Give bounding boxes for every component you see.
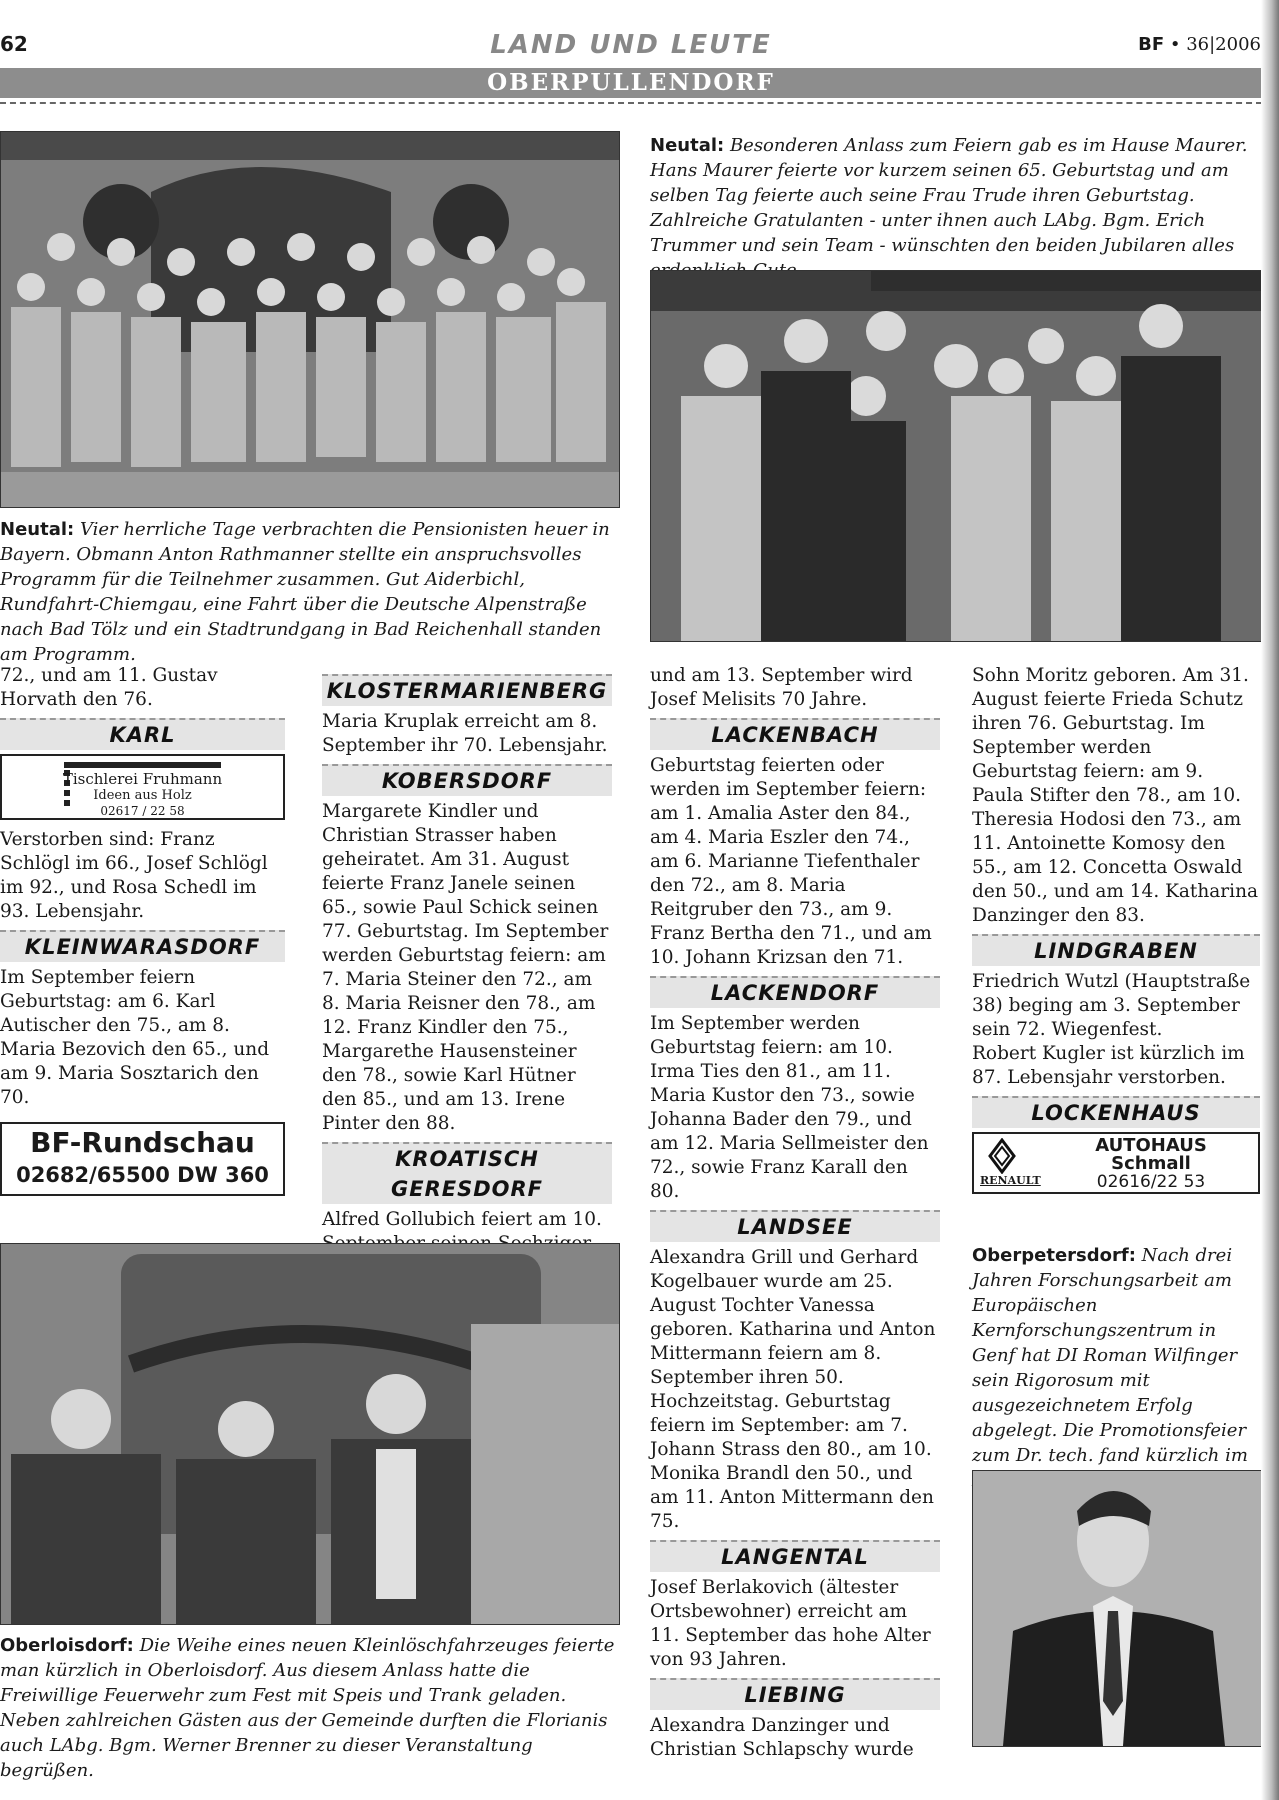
landsee-text: Alexandra Grill und Gerhard Kogelbauer wurde am 25. August Tochter Vanessa geboren. Katharina und Anton Mittermann feiern am 8. September ihren 50. Hochzeitstag. Geburtstag feiern im September: am 7. Johann Strass den 80., am 10. Monika Brandl den 50., und am 11. Anton Mittermann den 75.: [650, 1247, 936, 1532]
ad-phone: 02616/22 53: [1096, 1172, 1206, 1192]
ad-line-2: Schmall: [1111, 1153, 1191, 1174]
caption-oberloisdorf: [0, 1633, 618, 1783]
ad-phone: 02682/65500 DW 360: [16, 1163, 269, 1187]
region-banner: OBERPULLENDORF: [0, 68, 1262, 98]
lackenbach-text: Geburtstag feierten oder werden im September feiern: am 1. Amalia Aster den 84., am 4. Maria Eszler den 74., am 6. Marianne Tiefenthaler den 72., am 8. Maria Reitgruber den 73., am 9. Franz Bertha den 71., und am 10. Johann Krizsan den 71.: [650, 755, 932, 968]
caption-place: Oberpetersdorf:: [972, 1245, 1136, 1266]
karl-text: Verstorben sind: Franz Schlögl im 66., Josef Schlögl im 92., und Rosa Schedl im 93. Lebensjahr.: [0, 829, 268, 922]
publication-name: BF: [1138, 34, 1165, 55]
heading-kleinwarasdorf: KLEINWARASDORF: [0, 930, 285, 962]
column-4: [972, 664, 1260, 1202]
heading-lackenbach: LACKENBACH: [650, 718, 940, 750]
lindgraben-text-1: Friedrich Wutzl (Hauptstraße 38) beging am 3. September sein 72. Wiegenfest.: [972, 971, 1251, 1040]
langental-text: Josef Berlakovich (ältester Ortsbewohner) erreicht am 11. September das hohe Alter von 93 Jahren.: [650, 1577, 931, 1670]
liebing-text: Alexandra Danzinger und Christian Schlapschy wurde: [650, 1715, 914, 1760]
caption-text: Die Weihe eines neuen Kleinlöschfahrzeuges feierte man kürzlich in Oberloisdorf. Aus diesem Anlass hatte die Freiwillige Feuerwehr zum Fest mit Speis und Trank geladen. Neben zahlreichen Gästen aus der Gemeinde durften die Florianis auch LAbg. Bgm. Werner Brenner zu dieser Veranstaltung begrüßen.: [0, 1635, 615, 1781]
issue-number: • 36|2006: [1169, 34, 1261, 55]
heading-karl: KARL: [0, 718, 285, 750]
ad-bf-rundschau: [0, 1122, 285, 1196]
caption-neutal-pensionisten: [0, 517, 618, 667]
photo-neutal-maurer: [650, 270, 1262, 642]
page-edge-shadow: [1261, 0, 1279, 1800]
heading-liebing: LIEBING: [650, 1678, 940, 1710]
header-divider: [0, 102, 1262, 104]
caption-oberpetersdorf: [972, 1243, 1260, 1493]
ad-autohaus-schmall: [972, 1132, 1260, 1194]
caption-text: Nach drei Jahren Forschungsarbeit am Europäischen Kernforschungszentrum in Genf hat DI Roman Wilfinger sein Rigorosum mit ausgezeichnetem Erfolg abgelegt. Die Promotionsfeier zum Dr. tech. fand kürzlich im: [972, 1245, 1248, 1466]
heading-klostermarienberg: KLOSTERMARIENBERG: [322, 674, 612, 706]
caption-text: Vier herrliche Tage verbrachten die Pensionisten heuer in Bayern. Obmann Anton Rathmanner stellte ein anspruchsvolles Programm für die Teilnehmer zusammen. Gut Aiderbichl, Rundfahrt-Chiemgau, eine Fahrt über die Deutsche Alpenstraße nach Bad Tölz und ein Stadtrundgang in Bad Reichenhall standen am Programm.: [0, 519, 610, 665]
column-1: [0, 664, 285, 1196]
column-2: [322, 664, 612, 1256]
ad-brand: RENAULT: [980, 1174, 1041, 1187]
ad-tischlerei-fruhmann: [0, 754, 285, 820]
lindgraben-text-2: Robert Kugler ist kürzlich im 87. Lebensjahr verstorben.: [972, 1043, 1245, 1088]
kleinwarasdorf-text: Im September feiern Geburtstag: am 6. Karl Autischer den 75., am 8. Maria Bezovich den 65., und am 9. Maria Sosztarich den 70.: [0, 967, 270, 1108]
ad-logo-bar: [64, 762, 221, 768]
ad-phone: 02617 / 22 58: [100, 804, 185, 818]
caption-place: Neutal:: [0, 519, 75, 540]
heading-kobersdorf: KOBERSDORF: [322, 764, 612, 796]
col1-intro: 72., und am 11. Gustav Horvath den 76.: [0, 665, 218, 710]
ad-name: Tischlerei Fruhmann: [62, 770, 223, 788]
lackendorf-text: Im September werden Geburtstag feiern: am 10. Irma Ties den 81., am 11. Maria Kustor den 73., sowie Johanna Bader den 79., und am 12. Maria Sellmeister den 72., sowie Franz Karall den 80.: [650, 1013, 929, 1202]
column-3: [650, 664, 940, 1762]
heading-lindgraben: LINDGRABEN: [972, 934, 1260, 966]
renault-logo-icon: [984, 1138, 1020, 1174]
heading-kroatisch-geresdorf: KROATISCH GERESDORF: [322, 1142, 612, 1204]
ad-title: BF-Rundschau: [30, 1126, 255, 1159]
issue-info: [1138, 34, 1261, 55]
col4-intro: Sohn Moritz geboren. Am 31. August feierte Frieda Schutz ihren 76. Geburtstag. Im September werden Geburtstag feiern: am 9. Paula Stifter den 78., am 10. Theresia Hodosi den 73., am 11. Antoinette Komosy den 55., am 12. Concetta Oswald den 50., und am 14. Katharina Danzinger den 83.: [972, 665, 1259, 926]
caption-text: Besonderen Anlass zum Feiern gab es im Hause Maurer. Hans Maurer feierte vor kurzem seinen 65. Geburtstag und am selben Tag feierte auch seine Frau Trude ihren Geburtstag. Zahlreiche Gratulanten - unter ihnen auch LAbg. Bgm. Erich Trummer und sein Team - wünschten den beiden Jubilaren alles: [650, 135, 1248, 256]
heading-landsee: LANDSEE: [650, 1210, 940, 1242]
col3-intro: und am 13. September wird Josef Melisits 70 Jahre.: [650, 665, 913, 710]
heading-lackendorf: LACKENDORF: [650, 976, 940, 1008]
heading-lockenhaus: LOCKENHAUS: [972, 1096, 1260, 1128]
photo-neutal-pensionisten: [0, 131, 620, 508]
ad-line-1: AUTOHAUS: [1095, 1135, 1207, 1156]
kobersdorf-text: Margarete Kindler und Christian Strasser haben geheiratet. Am 31. August feierte Franz Janele seinen 65., sowie Paul Schick seinen 77. Geburtstag. Im September werden Geburtstag feiern: am 7. Maria Steiner den 72., am 8. Maria Reisner den 78., am 12. Franz Kindler den 75., Margarethe Hausensteiner den 78., sowie Karl Hütner den 85., und am 13. Irene Pinter den 88.: [322, 801, 609, 1134]
heading-langental: LANGENTAL: [650, 1540, 940, 1572]
caption-place: Neutal:: [650, 135, 725, 156]
caption-neutal-maurer: [650, 133, 1252, 283]
photo-oberpetersdorf-portrait: [972, 1470, 1262, 1747]
ad-slogan: Ideen aus Holz: [93, 788, 192, 803]
caption-place: Oberloisdorf:: [0, 1635, 134, 1656]
kroatisch-geresdorf-text: Alfred Gollubich feiert am 10.: [322, 1209, 602, 1230]
page-number: 62: [0, 32, 28, 56]
photo-oberloisdorf-feuerwehr: [0, 1243, 620, 1625]
klostermarienberg-text: Maria Kruplak erreicht am 8. September ihr 70. Lebensjahr.: [322, 711, 608, 756]
section-title: LAND UND LEUTE: [490, 30, 772, 60]
